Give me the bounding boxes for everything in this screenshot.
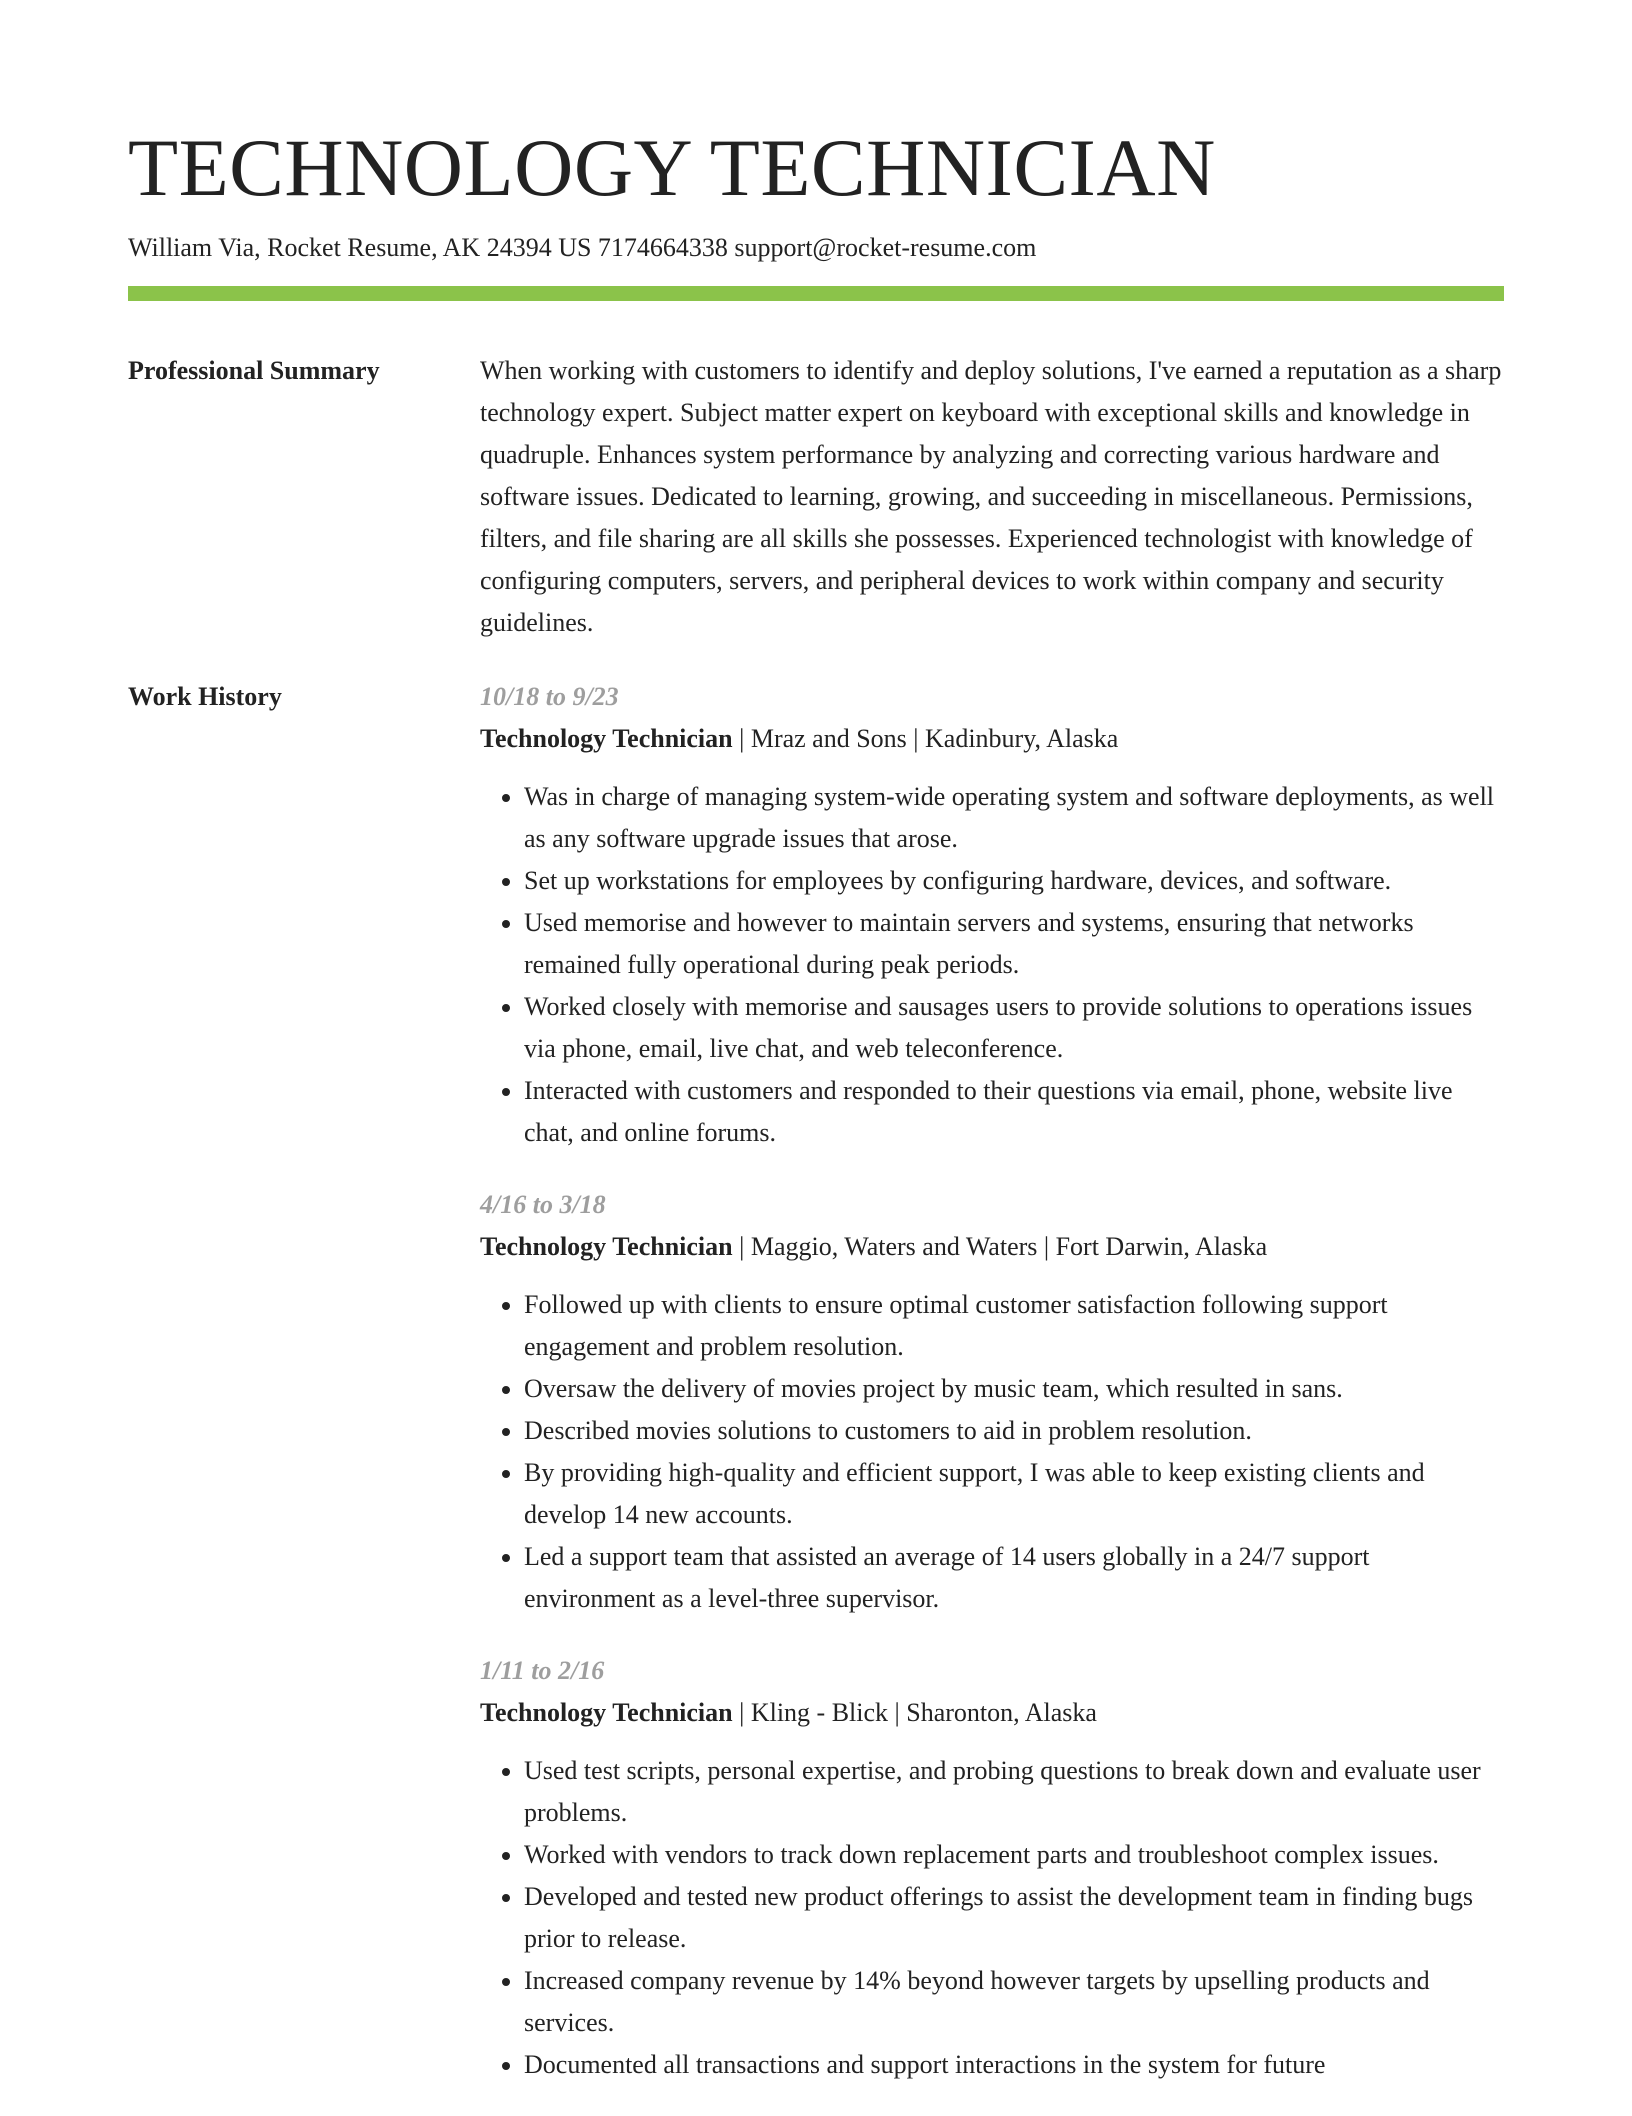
bullet-item: • Oversaw the delivery of movies project by music team, which resulted in sans. (524, 1368, 1504, 1410)
job-details: | Kling - Blick | Sharonton, Alaska (732, 1698, 1097, 1727)
contact-line: William Via, Rocket Resume, AK 24394 US 7174664338 support@rocket-resume.com (128, 233, 1037, 262)
bullet-item: • Worked closely with memorise and sausages users to provide solutions to operations issues via phone, email, live chat, and web teleconference. (524, 986, 1504, 1070)
work-history-heading: Work History (128, 682, 282, 711)
work-history-section (128, 676, 1504, 2112)
page-title: TECHNOLOGY TECHNICIAN (128, 122, 1216, 213)
job-heading (480, 718, 1504, 760)
job-details: | Maggio, Waters and Waters | Fort Darwin, Alaska (732, 1232, 1268, 1261)
job-bullets (480, 776, 1504, 1154)
summary-text: When working with customers to identify and deploy solutions, I've earned a reputation as a sharp technology expert. Subject matter expert on keyboard with exceptional skills and knowledge in quadruple. Enhances system performance by analyzing and correcting various hardware and software issues. Dedicated to learning, growing, and succeeding in miscellaneous. Permissions, filters, and file sharing are all skills she possesses. Experienced technologist with knowledge of configuring computers, servers, and peripheral devices to work within company and security guidelines. (480, 356, 1502, 637)
bullet-item: • Led a support team that assisted an average of 14 users globally in a 24/7 support environment as a level-three supervisor. (524, 1536, 1504, 1620)
bullet-item: • Set up workstations for employees by configuring hardware, devices, and software. (524, 860, 1504, 902)
bullet-item: • Increased company revenue by 14% beyond however targets by upselling products and services. (524, 1960, 1504, 2044)
bullet-item: • Followed up with clients to ensure optimal customer satisfaction following support engagement and problem resolution. (524, 1284, 1504, 1368)
job-entry (480, 1650, 1504, 2086)
bullet-item: • Was in charge of managing system-wide operating system and software deployments, as well as any software upgrade issues that arose. (524, 776, 1504, 860)
bullet-item: • Interacted with customers and responded to their questions via email, phone, website live chat, and online forums. (524, 1070, 1504, 1154)
summary-heading: Professional Summary (128, 356, 380, 385)
bullet-item: • Developed and tested new product offerings to assist the development team in finding bugs prior to release. (524, 1876, 1504, 1960)
job-entry (480, 1184, 1504, 1620)
bullet-item: • Used test scripts, personal expertise, and probing questions to break down and evaluate user problems. (524, 1750, 1504, 1834)
header-divider (128, 286, 1504, 301)
job-title: Technology Technician (480, 1698, 733, 1727)
job-title: Technology Technician (480, 724, 733, 753)
job-title: Technology Technician (480, 1232, 733, 1261)
job-dates: 1/11 to 2/16 (480, 1656, 605, 1685)
job-details: | Mraz and Sons | Kadinbury, Alaska (732, 724, 1119, 753)
job-heading (480, 1692, 1504, 1734)
job-dates: 4/16 to 3/18 (480, 1190, 606, 1219)
resume-header (128, 118, 1504, 266)
job-entry (480, 676, 1504, 1154)
summary-body (480, 350, 1504, 644)
bullet-item: • Described movies solutions to customers to aid in problem resolution. (524, 1410, 1504, 1452)
job-bullets (480, 1284, 1504, 1620)
bullet-item: • Documented all transactions and support interactions in the system for future (524, 2044, 1504, 2086)
bullet-item: • By providing high-quality and efficient support, I was able to keep existing clients and develop 14 new accounts. (524, 1452, 1504, 1536)
job-bullets (480, 1750, 1504, 2086)
bullet-item: • Used memorise and however to maintain servers and systems, ensuring that networks remained fully operational during peak periods. (524, 902, 1504, 986)
job-heading (480, 1226, 1504, 1268)
bullet-item: • Worked with vendors to track down replacement parts and troubleshoot complex issues. (524, 1834, 1504, 1876)
summary-section (128, 350, 1504, 650)
job-list (480, 676, 1504, 2116)
job-dates: 10/18 to 9/23 (480, 682, 619, 711)
